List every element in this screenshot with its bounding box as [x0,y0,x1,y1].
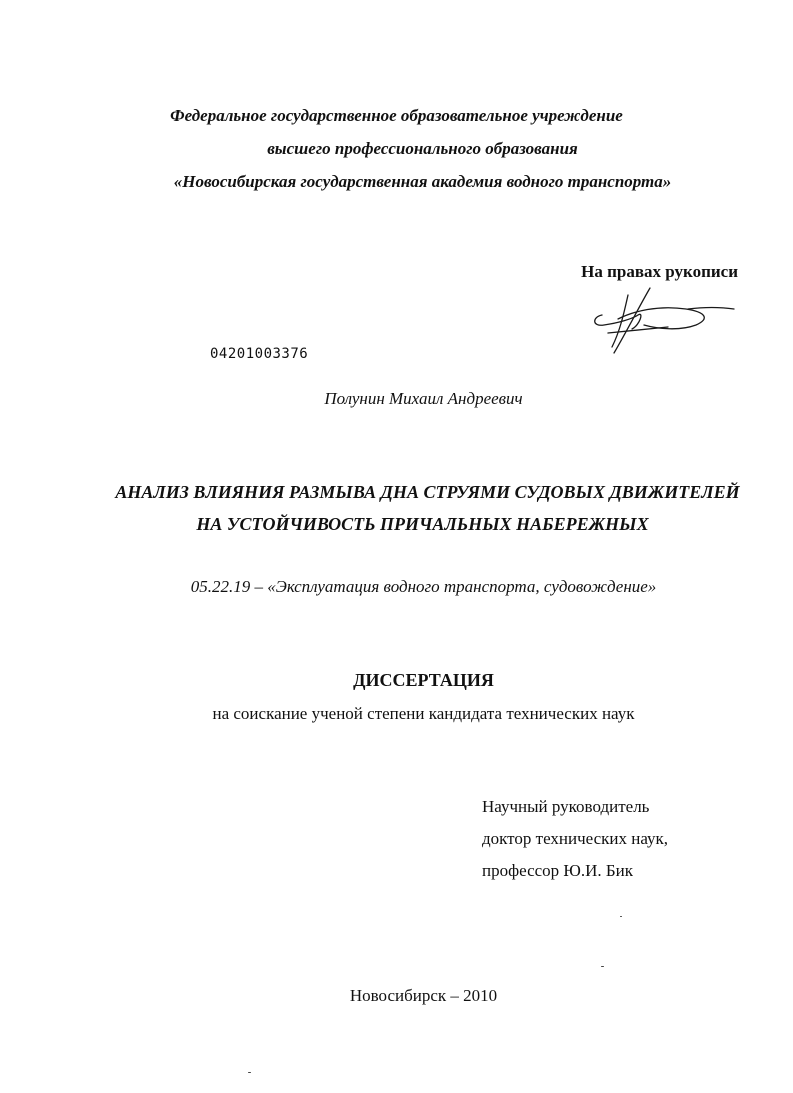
supervisor-name: профессор Ю.И. Бик [482,861,634,880]
scan-speck [248,1072,251,1073]
specialty-code: 05.22.19 – «Эксплуатация водного транспорта, судовождение» [190,577,657,596]
signature-icon [588,285,738,357]
manuscript-rights-note: На правах рукописи [581,262,738,281]
institution-line-3: «Новосибирская государственная академия водного транспорта» [173,172,672,191]
scan-speck [620,916,622,917]
scan-speck [601,966,604,967]
institution-line-1: Федеральное государственное образовательное учреждение [170,106,623,125]
author-name: Полунин Михаил Андреевич [324,389,523,408]
supervisor-label: Научный руководитель [482,797,650,816]
institution-line-2: высшего профессионального образования [267,139,578,158]
degree-description: на соискание ученой степени кандидата технических наук [212,704,635,723]
document-type: ДИССЕРТАЦИЯ [353,670,494,690]
city-year: Новосибирск – 2010 [349,986,498,1005]
dissertation-title-line-2: НА УСТОЙЧИВОСТЬ ПРИЧАЛЬНЫХ НАБЕРЕЖНЫХ [196,514,649,534]
supervisor-degree: доктор технических наук, [482,829,669,848]
dissertation-title-line-1: АНАЛИЗ ВЛИЯНИЯ РАЗМЫВА ДНА СТРУЯМИ СУДОВЫХ ДВИЖИТЕЛЕЙ [115,482,740,502]
registration-number: 04201003376 [210,346,309,362]
